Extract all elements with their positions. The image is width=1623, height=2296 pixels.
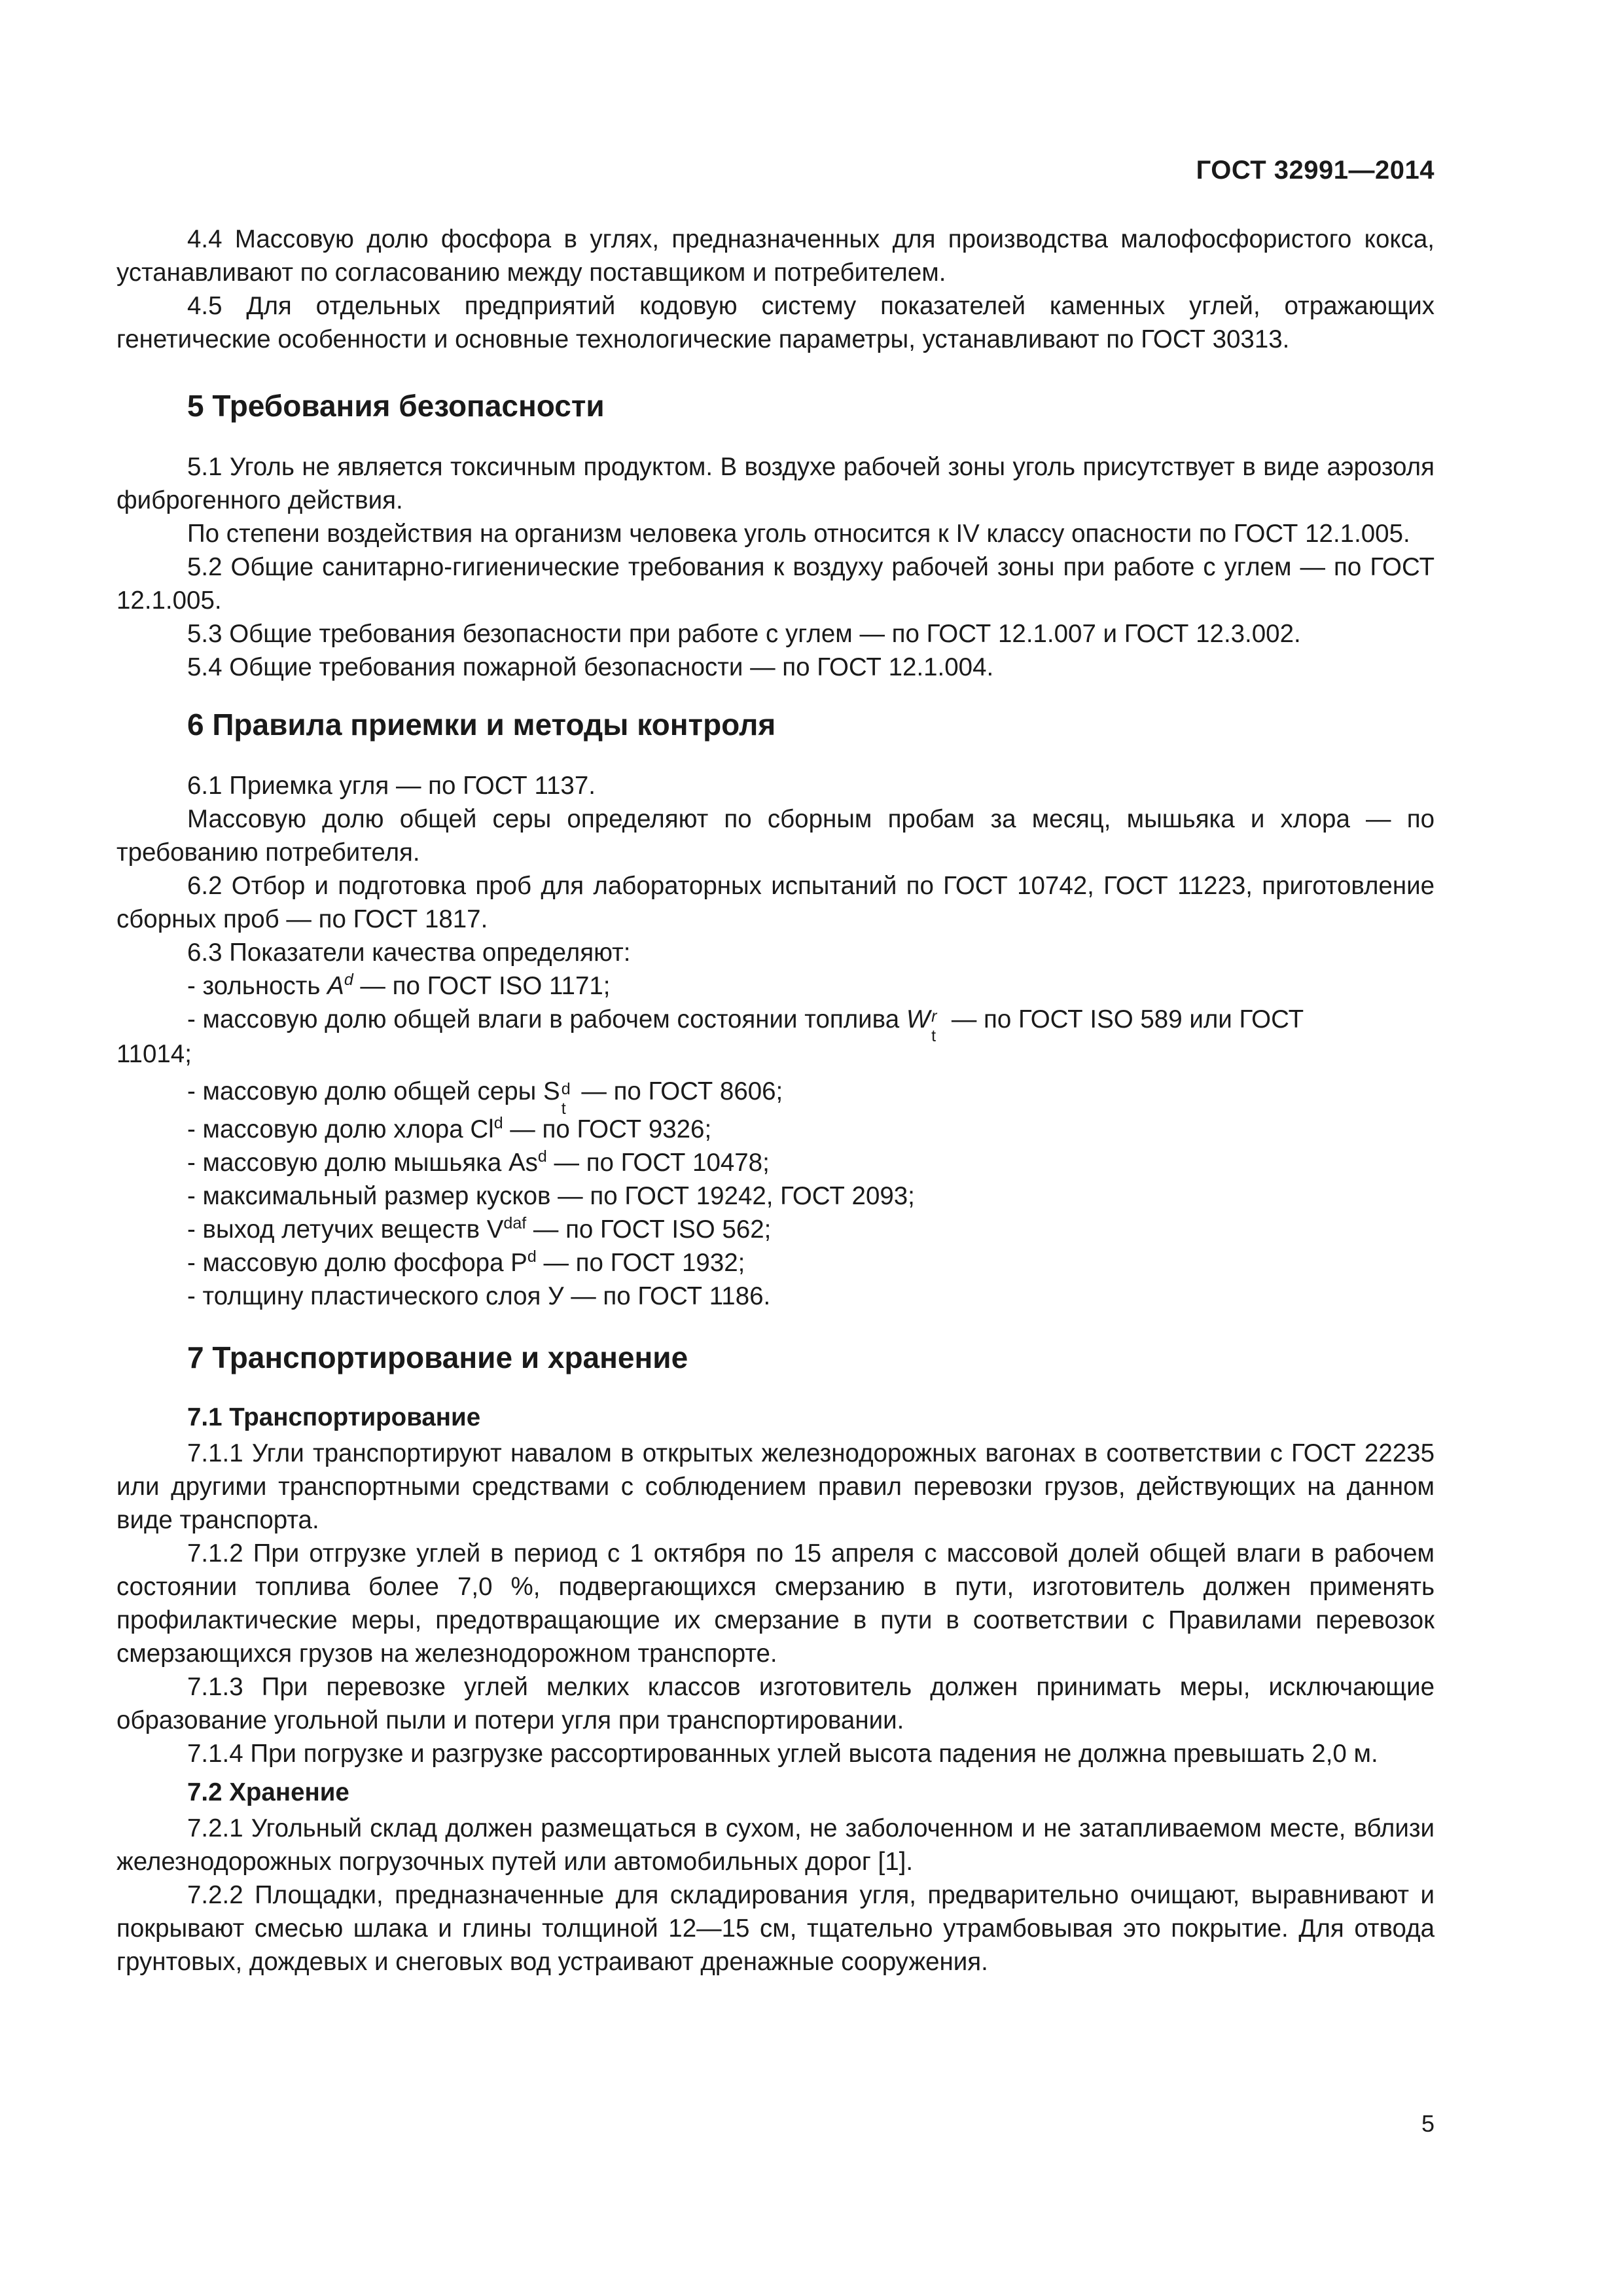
paragraph-6-3: 6.3 Показатели качества определяют:	[187, 939, 631, 967]
paragraph-6-1-sulfur: Массовую долю общей серы определяют по сборным пробам за месяц, мышьяка и хлора — по требованию потребителя.	[116, 805, 1435, 867]
paragraph-5-3: 5.3 Общие требования безопасности при работе с углем — по ГОСТ 12.1.007 и ГОСТ 12.3.002.	[187, 620, 1301, 648]
list-item-size: - максимальный размер кусков — по ГОСТ 19242, ГОСТ 2093;	[187, 1181, 915, 1210]
section-6-title: 6 Правила приемки и методы контроля	[187, 708, 776, 742]
paragraph-4-5: 4.5 Для отдельных предприятий кодовую систему показателей каменных углей, отражающих генетические особенности и основные технологические параметры, устанавливают по ГОСТ 30313.	[116, 292, 1435, 353]
subsection-7-2-title: 7.2 Хранение	[187, 1778, 349, 1806]
section-5-title: 5 Требования безопасности	[187, 389, 605, 423]
page-content	[116, 223, 1435, 1979]
list-item-phosphorus: - массовую долю фосфора $P^d$ — по ГОСТ 1932;	[187, 1247, 745, 1277]
paragraph-5-1: 5.1 Уголь не является токсичным продуктом. В воздухе рабочей зоны уголь присутствует в виде аэрозоля фиброгенного действия.	[116, 453, 1435, 514]
paragraph-5-1-class: По степени воздействия на организм человека уголь относится к IV классу опасности по ГОСТ 12.1.005.	[187, 520, 1410, 548]
list-item-sulfur: - массовую долю общей серы S d t — по ГОСТ 8606;	[187, 1077, 783, 1118]
paragraph-4-4: 4.4 Массовую долю фосфора в углях, предназначенных для производства малофосфористого кокса, устанавливают по согласованию между поставщиком и потребителем.	[116, 225, 1435, 287]
section-7-title: 7 Транспортирование и хранение	[187, 1340, 688, 1374]
paragraph-7-1-4: 7.1.4 При погрузке и разгрузке рассортированных углей высота падения не должна превышать 2,0 м.	[187, 1739, 1378, 1768]
standard-header: ГОСТ 32991—2014	[1196, 156, 1435, 185]
list-item-chlorine: - массовую долю хлора Cl$^d$ — по ГОСТ 9326;	[187, 1113, 712, 1143]
paragraph-6-1: 6.1 Приемка угля — по ГОСТ 1137.	[187, 772, 596, 800]
list-item-moisture: - массовую долю общей влаги в рабочем состоянии топлива W r t — по ГОСТ ISO 589 или ГОСТ 11014;	[116, 1005, 1304, 1069]
page-number: 5	[1421, 2110, 1435, 2137]
paragraph-7-2-1: 7.2.1 Угольный склад должен размещаться в сухом, не заболоченном и не затапливаемом месте, вблизи железнодорожных погрузочных путей или автомобильных дорог [1].	[116, 1814, 1435, 1876]
paragraph-7-1-2: 7.1.2 При отгрузке углей в период с 1 октября по 15 апреля с массовой долей общей влаги в рабочем состоянии топлива более 7,0 %, подвергающихся смерзанию в пути, изготовитель должен применять профилактические меры, предотвращающие их смерзание в пути в соответствии с Правилами перевозок смерзающихся грузов на железнодорожном транспорте.	[116, 1539, 1435, 1668]
list-item-arsenic: - массовую долю мышьяка As$^d$ — по ГОСТ 10478;	[187, 1147, 770, 1177]
list-item-ash: - зольность $A^d$ — по ГОСТ ISO 1171;	[187, 971, 611, 1000]
paragraph-5-2: 5.2 Общие санитарно-гигиенические требования к воздуху рабочей зоны при работе с углем — по ГОСТ 12.1.005.	[116, 553, 1435, 615]
paragraph-5-4: 5.4 Общие требования пожарной безопасности — по ГОСТ 12.1.004.	[187, 653, 994, 681]
paragraph-7-2-2: 7.2.2 Площадки, предназначенные для складирования угля, предварительно очищают, выравнивают и покрывают смесью шлака и глины толщиной 12—15 см, тщательно утрамбовывая это покрытие. Для отвода грунтовых, дождевых и снеговых вод устраивают дренажные сооружения.	[116, 1880, 1435, 1976]
paragraph-7-1-1: 7.1.1 Угли транспортируют навалом в открытых железнодорожных вагонах в соответствии с ГОСТ 22235 или другими транспортными средствами с соблюдением правил перевозки грузов, действующих на данном виде транспорта.	[116, 1439, 1435, 1534]
paragraph-6-2: 6.2 Отбор и подготовка проб для лабораторных испытаний по ГОСТ 10742, ГОСТ 11223, приготовление сборных проб — по ГОСТ 1817.	[116, 872, 1435, 933]
subsection-7-1-title: 7.1 Транспортирование	[187, 1403, 481, 1431]
list-item-plastic-layer: - толщину пластического слоя У — по ГОСТ 1186.	[187, 1282, 771, 1310]
list-item-volatile: - выход летучих веществ $V^{daf}$ — по ГОСТ ISO 562;	[187, 1213, 772, 1244]
paragraph-7-1-3: 7.1.3 При перевозке углей мелких классов изготовитель должен принимать меры, исключающие образование угольной пыли и потери угля при транспортировании.	[116, 1672, 1435, 1734]
